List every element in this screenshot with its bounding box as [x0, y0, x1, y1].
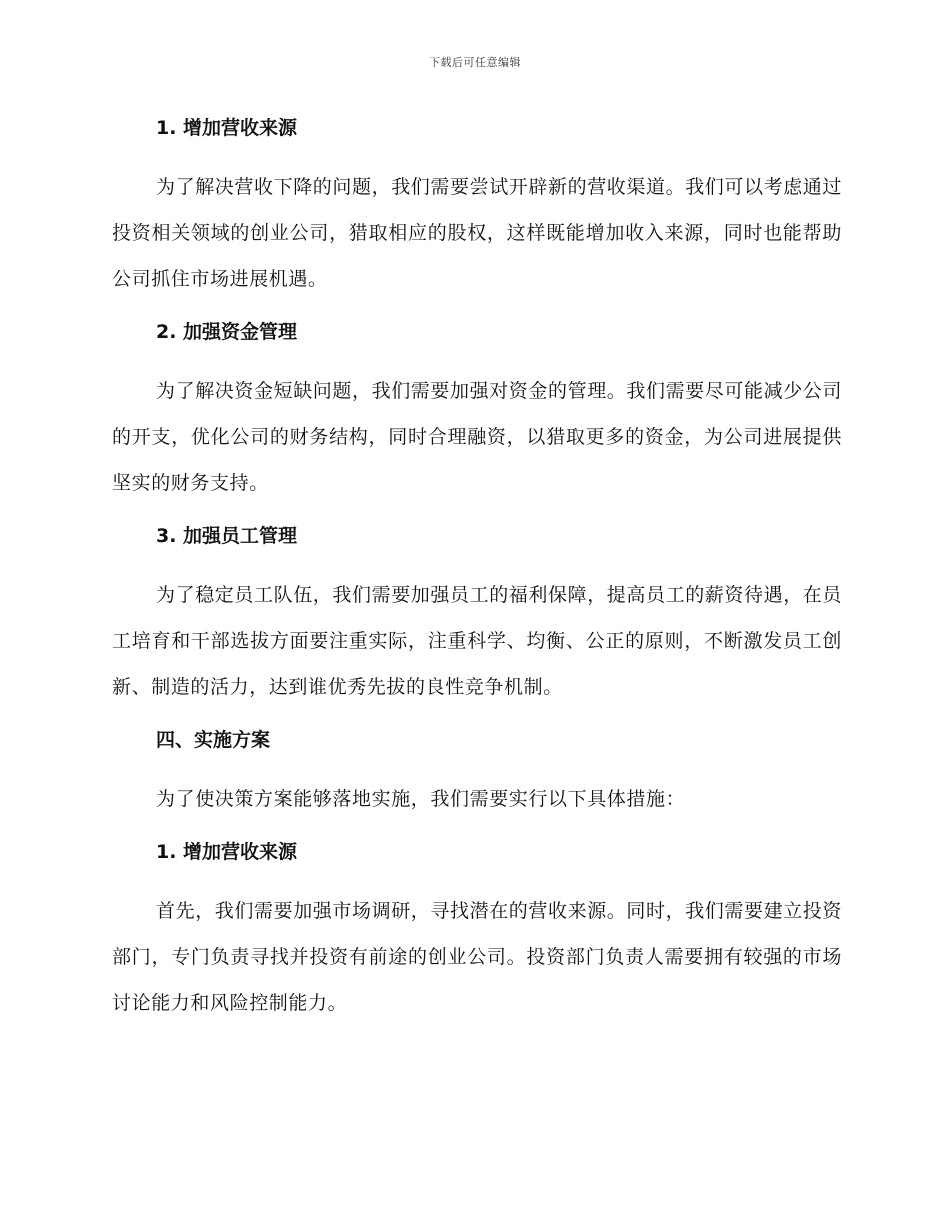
section-heading-increase-revenue: 1. 增加营收来源	[156, 117, 298, 139]
section-heading-fund-management: 2. 加强资金管理	[156, 321, 298, 343]
section-paragraph-implementation-plan: 为了使决策方案能够落地实施，我们需要实行以下具体措施：	[156, 788, 686, 810]
section-heading-implementation-plan: 四、实施方案	[156, 729, 271, 751]
section-paragraph-increase-revenue: 为了解决营收下降的问题，我们需要尝试开辟新的营收渠道。我们可以考虑通过投资相关领域的创业公司，猎取相应的股权，这样既能增加收入来源，同时也能帮助公司抓住市场进展机遇。	[112, 176, 843, 290]
document-body	[112, 112, 842, 1026]
page-header: 下载后可任意编辑	[429, 56, 521, 69]
section-paragraph-increase-revenue-measures: 首先，我们需要加强市场调研，寻找潜在的营收来源。同时，我们需要建立投资部门，专门负责寻找并投资有前途的创业公司。投资部门负责人需要拥有较强的市场讨论能力和风险控制能力。	[112, 900, 843, 1014]
section-paragraph-fund-management: 为了解决资金短缺问题，我们需要加强对资金的管理。我们需要尽可能减少公司的开支，优化公司的财务结构，同时合理融资，以猎取更多的资金，为公司进展提供坚实的财务支持。	[112, 380, 843, 494]
section-heading-increase-revenue-measures: 1. 增加营收来源	[156, 841, 298, 863]
section-heading-staff-management: 3. 加强员工管理	[156, 525, 298, 547]
section-paragraph-staff-management: 为了稳定员工队伍，我们需要加强员工的福利保障，提高员工的薪资待遇，在员工培育和干部选拔方面要注重实际，注重科学、均衡、公正的原则，不断激发员工创新、制造的活力，达到谁优秀先拔的良性竞争机制。	[112, 584, 843, 698]
